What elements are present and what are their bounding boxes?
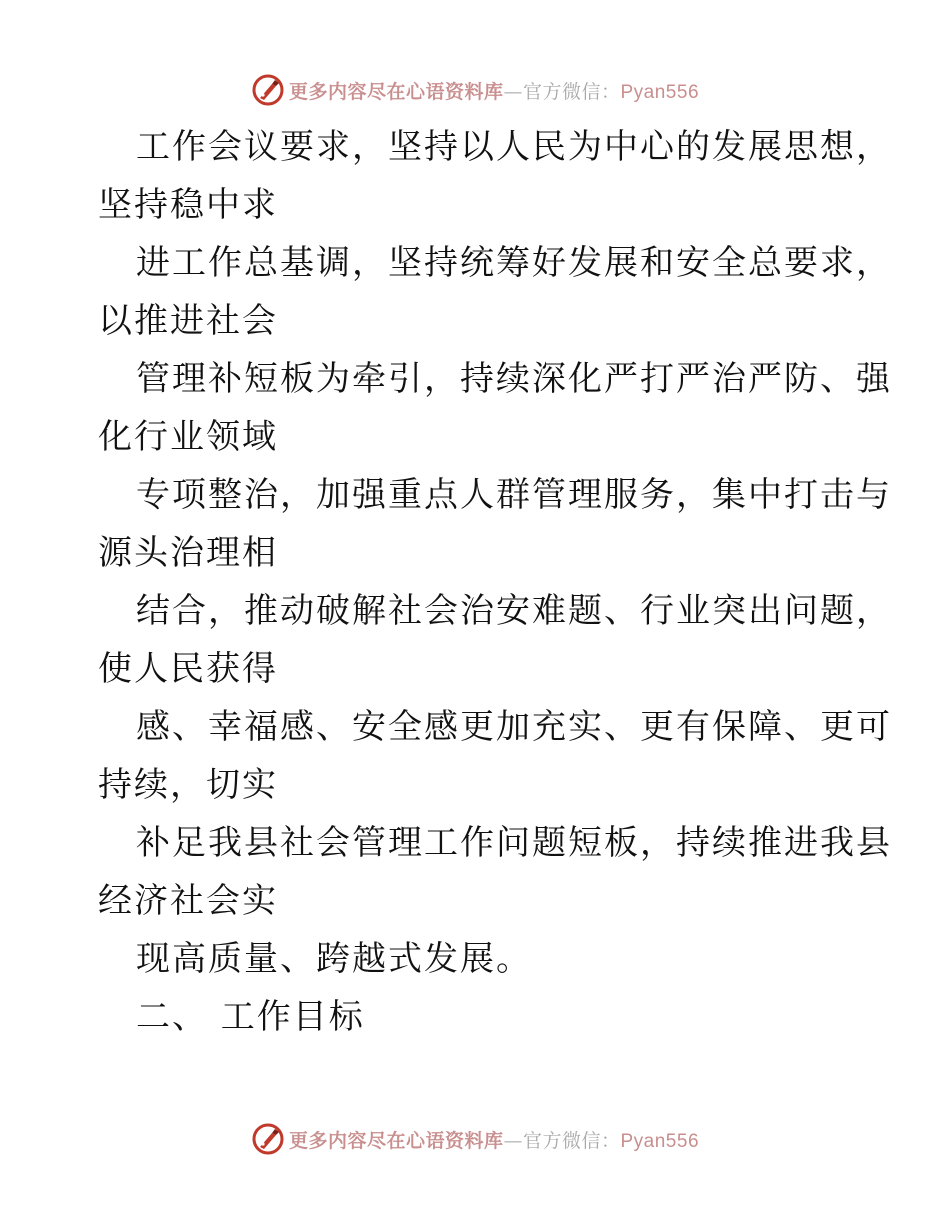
wechat-id: Pyan556 xyxy=(620,81,700,103)
document-body xyxy=(98,118,892,1046)
text-line: 工作会议要求，坚持以人民为中心的发展思想， xyxy=(136,127,892,167)
wechat-label: 官方微信： xyxy=(522,1129,621,1152)
wechat-label: 官方微信： xyxy=(522,80,621,103)
banner-separator: — xyxy=(503,1129,523,1152)
text-line: 结合，推动破解社会治安难题、行业突出问题， xyxy=(136,591,892,631)
text-line: 源头治理相 xyxy=(98,533,278,573)
text-line: 补足我县社会管理工作问题短板，持续推进我县 xyxy=(136,823,892,863)
text-line: 使人民获得 xyxy=(98,649,278,689)
text-line: 管理补短板为牵引，持续深化严打严治严防、强 xyxy=(136,359,892,399)
text-line: 化行业领域 xyxy=(98,417,278,457)
pen-logo-icon xyxy=(251,1122,285,1156)
banner-title: 更多内容尽在心语资料库 xyxy=(288,1129,504,1152)
footer-banner xyxy=(0,1119,950,1159)
text-line: 专项整治，加强重点人群管理服务，集中打击与 xyxy=(136,475,892,515)
text-line: 现高质量、跨越式发展。 xyxy=(136,939,532,979)
text-line: 感、幸福感、安全感更加充实、更有保障、更可 xyxy=(136,707,892,747)
text-line: 坚持稳中求 xyxy=(98,185,278,225)
wechat-id: Pyan556 xyxy=(620,1130,700,1152)
pen-logo-icon xyxy=(251,73,285,107)
text-line: 持续，切实 xyxy=(98,765,278,805)
banner-title: 更多内容尽在心语资料库 xyxy=(288,80,504,103)
banner-text xyxy=(289,1126,699,1153)
header-banner xyxy=(0,70,950,110)
text-line: 经济社会实 xyxy=(98,881,278,921)
banner-text xyxy=(289,77,699,104)
text-line: 以推进社会 xyxy=(98,301,278,341)
text-line: 进工作总基调，坚持统筹好发展和安全总要求， xyxy=(136,243,892,283)
banner-separator: — xyxy=(503,80,523,103)
section-heading: 二、 工作目标 xyxy=(136,997,365,1037)
